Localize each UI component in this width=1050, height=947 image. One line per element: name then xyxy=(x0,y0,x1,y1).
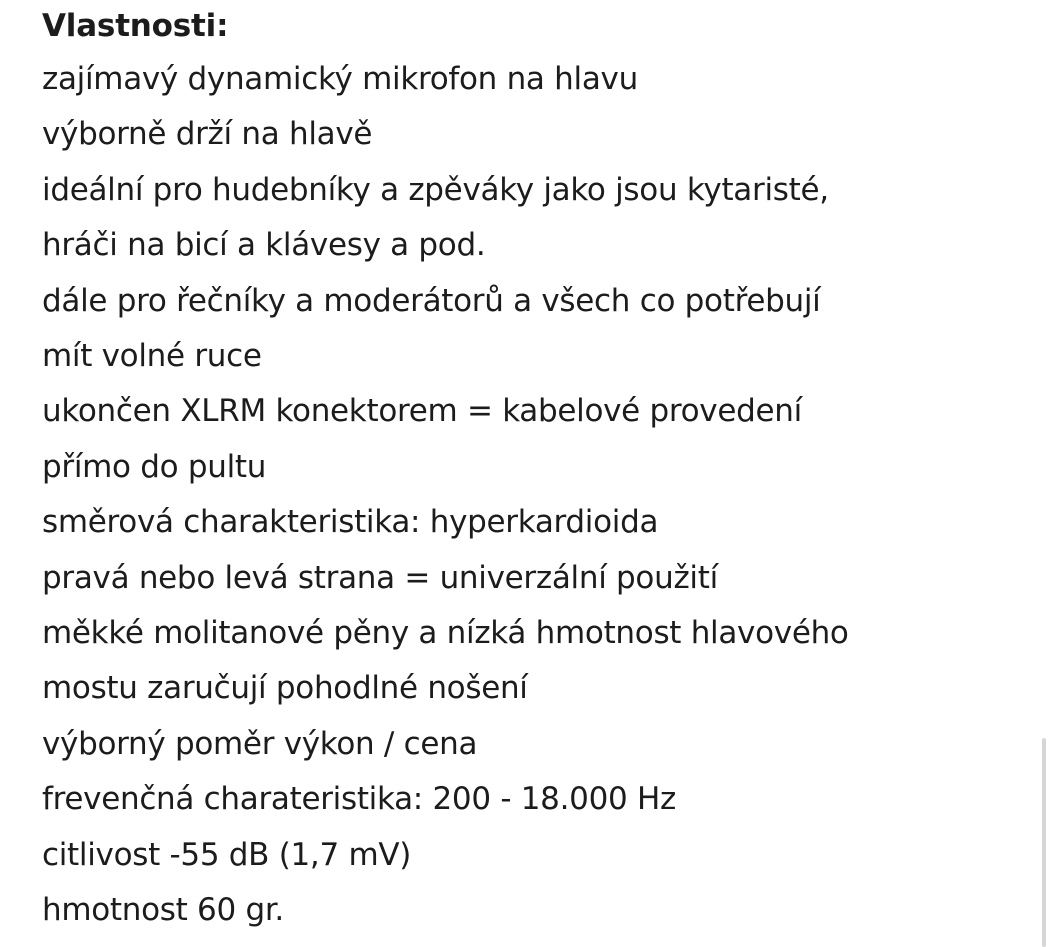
feature-line: ideální pro hudebníky a zpěváky jako jsou kytaristé, xyxy=(42,171,829,208)
product-description xyxy=(42,0,1032,939)
feature-line: měkké molitanové pěny a nízká hmotnost hlavového xyxy=(42,615,849,652)
feature-line: ukončen XLRM konektorem = kabelové provedení xyxy=(42,393,802,430)
feature-line: mostu zaručují pohodlné nošení xyxy=(42,670,528,707)
feature-line: dále pro řečníky a moderátorů a všech co potřebují xyxy=(42,282,821,319)
feature-line: frevenčná charateristika: 200 - 18.000 Hz xyxy=(42,781,676,818)
feature-line: hráči na bicí a klávesy a pod. xyxy=(42,227,486,264)
feature-line: mít volné ruce xyxy=(42,338,262,375)
feature-list xyxy=(42,52,1032,939)
feature-line: přímo do pultu xyxy=(42,448,267,485)
feature-line: pravá nebo levá strana = univerzální použití xyxy=(42,559,718,596)
feature-line: zajímavý dynamický mikrofon na hlavu xyxy=(42,61,638,97)
feature-line: směrová charakteristika: hyperkardioida xyxy=(42,504,659,541)
feature-line: výborný poměr výkon / cena xyxy=(42,725,478,762)
feature-line: citlivost -55 dB (1,7 mV) xyxy=(42,836,412,873)
scrollbar[interactable] xyxy=(1042,738,1046,947)
feature-line: hmotnost 60 gr. xyxy=(42,892,284,929)
feature-line: výborně drží na hlavě xyxy=(42,116,373,153)
section-heading: Vlastnosti: xyxy=(42,8,229,44)
